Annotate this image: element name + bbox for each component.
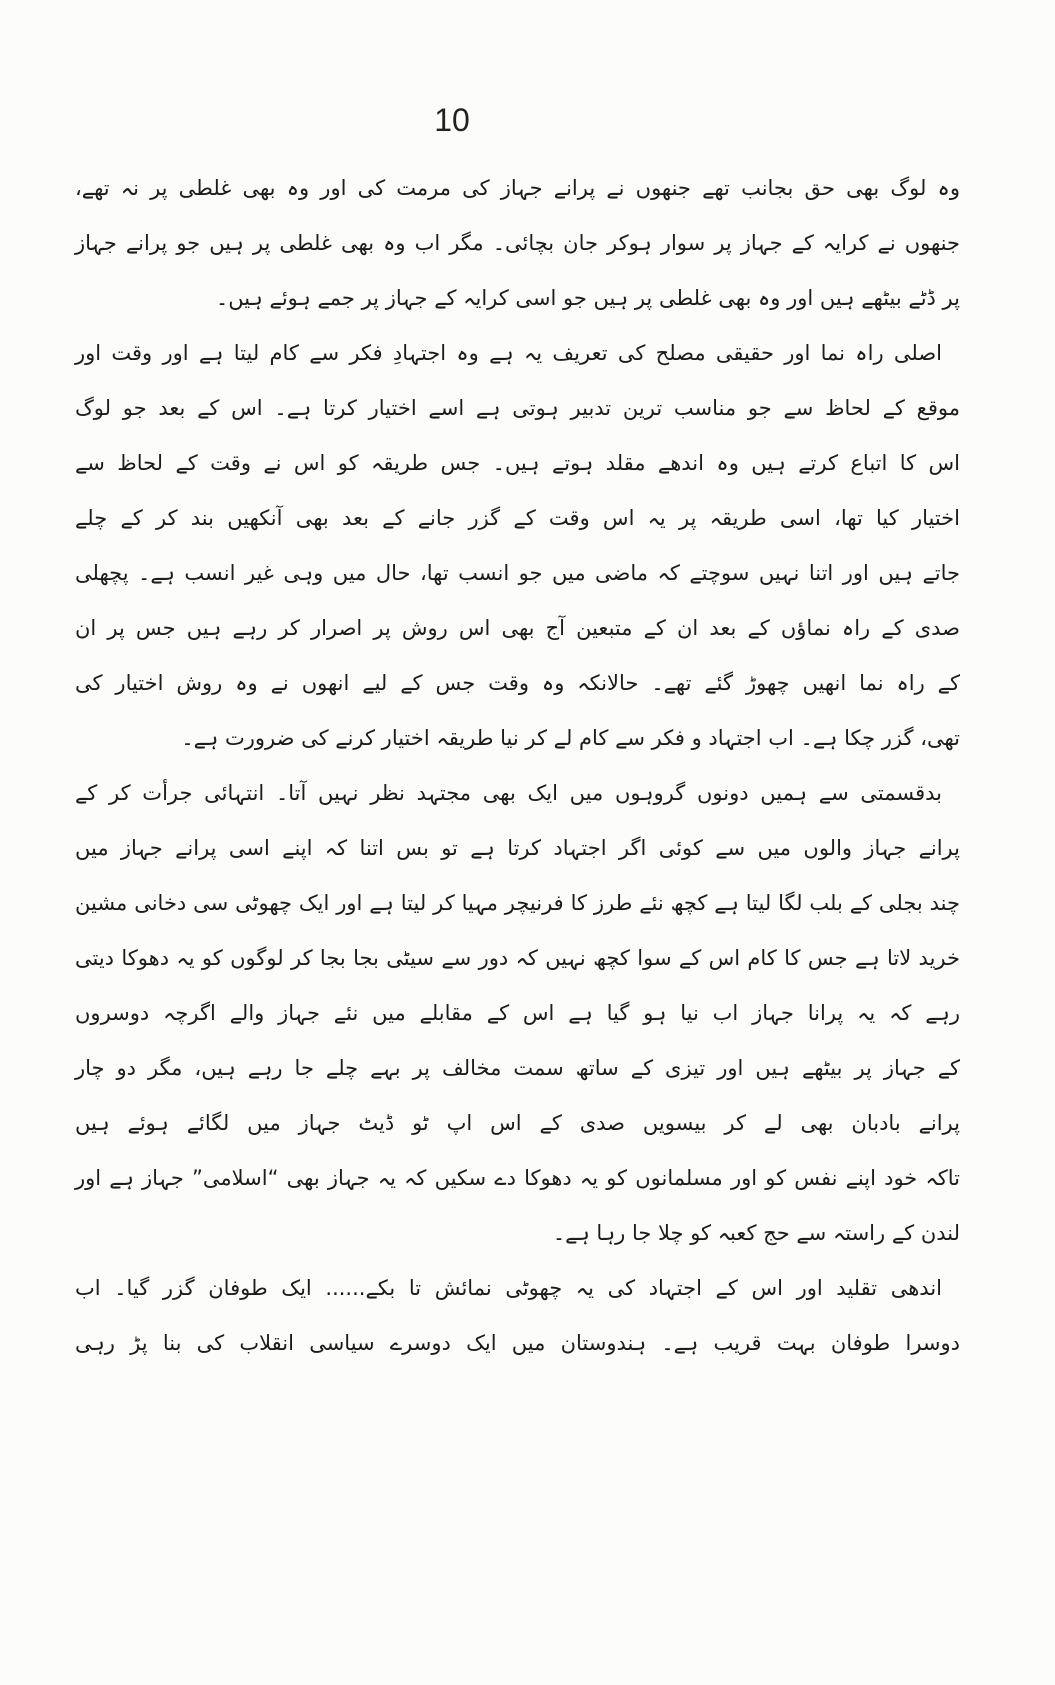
text-line: پرانے بادبان بھی لے کر بیسویں صدی کے اس اپ ٹو ڈیٹ جہاز میں لگائے ہوئے ہیں [75,1111,960,1135]
text-line: صدی کے راہ نماؤں کے بعد ان کے متبعین آج بھی اس روش پر اصرار کر رہے ہیں جس پر ان [75,616,960,640]
text-line: خرید لاتا ہے جس کا کام اس کے سوا کچھ نہیں کہ دور سے سیٹی بجا بجا کر لوگوں کو یہ دھوکا دیتی [75,946,960,970]
text-line: اصلی راہ نما اور حقیقی مصلح کی تعریف یہ ہے وہ اجتہادِ فکر سے کام لیتا ہے اور وقت اور [75,341,942,365]
text-line: اس کا اتباع کرتے ہیں وہ اندھے مقلد ہوتے ہیں۔ جس طریقہ کو اس نے وقت کے لحاظ سے [75,451,960,475]
text-line: تھی، گزر چکا ہے۔ اب اجتہاد و فکر سے کام لے کر نیا طریقہ اختیار کرنے کی ضرورت ہے۔ [181,726,960,750]
paragraph [75,161,960,326]
page-number: 10 [434,102,470,138]
text-line: چند بجلی کے بلب لگا لیتا ہے کچھ نئے طرز کا فرنیچر مہیا کر لیتا ہے اور ایک چھوٹی سی دخانی مشین [75,891,960,915]
paragraph [75,766,960,1261]
text-line: لندن کے راستہ سے حج کعبہ کو چلا جا رہا ہے۔ [552,1221,960,1245]
text-line: پرانے جہاز والوں میں سے کوئی اگر اجتہاد کرتا ہے تو بس اتنا کہ اپنے اسی پرانے جہاز میں [75,836,960,860]
text-line: کے راہ نما انھیں چھوڑ گئے تھے۔ حالانکہ وہ وقت جس کے لیے انھوں نے وہ روش اختیار کی [75,671,960,695]
text-line: جنھوں نے کرایہ کے جہاز پر سوار ہوکر جان بچائی۔ مگر اب وہ بھی غلطی پر ہیں جو پرانے جہاز [75,231,960,255]
text-line: موقع کے لحاظ سے جو مناسب ترین تدبیر ہوتی ہے اسے اختیار کرتا ہے۔ اس کے بعد جو لوگ [75,396,960,420]
text-line: اندھی تقلید اور اس کے اجتہاد کی یہ چھوٹی نمائش تا بکے...... ایک طوفان گزر گیا۔ اب [75,1276,942,1300]
text-line: بدقسمتی سے ہمیں دونوں گروہوں میں ایک بھی مجتہد نظر نہیں آتا۔ انتہائی جرأت کر کے [75,781,942,805]
text-line: وہ لوگ بھی حق بجانب تھے جنھوں نے پرانے جہاز کی مرمت کی اور وہ بھی غلطی پر نہ تھے، [75,176,960,200]
text-line: جاتے ہیں اور اتنا نہیں سوچتے کہ ماضی میں جو انسب تھا، حال میں وہی غیر انسب ہے۔ پچھلی [75,561,960,585]
text-line: تاکہ خود اپنے نفس کو اور مسلمانوں کو یہ دھوکا دے سکیں کہ یہ جہاز بھی “اسلامی” جہاز ہے اور [75,1166,960,1190]
text-line: رہے کہ یہ پرانا جہاز اب نیا ہو گیا ہے اس کے مقابلے میں نئے جہاز والے اگرچہ دوسروں [75,1001,960,1025]
text-line: دوسرا طوفان بہت قریب ہے۔ ہندوستان میں ایک دوسرے سیاسی انقلاب کی بنا پڑ رہی [75,1331,960,1355]
page-body [75,161,960,1371]
paragraph [75,1261,960,1371]
text-line: کے جہاز پر بیٹھے ہیں اور تیزی کے ساتھ سمت مخالف پر بہے چلے جا رہے ہیں، مگر دو چار [75,1056,960,1080]
paragraph [75,326,960,766]
text-line: اختیار کیا تھا، اسی طریقہ پر یہ اس وقت کے گزر جانے کے بعد بھی آنکھیں بند کر کے چلے [75,506,960,530]
text-line: پر ڈٹے بیٹھے ہیں اور وہ بھی غلطی پر ہیں جو اسی کرایہ کے جہاز پر جمے ہوئے ہیں۔ [215,286,960,310]
